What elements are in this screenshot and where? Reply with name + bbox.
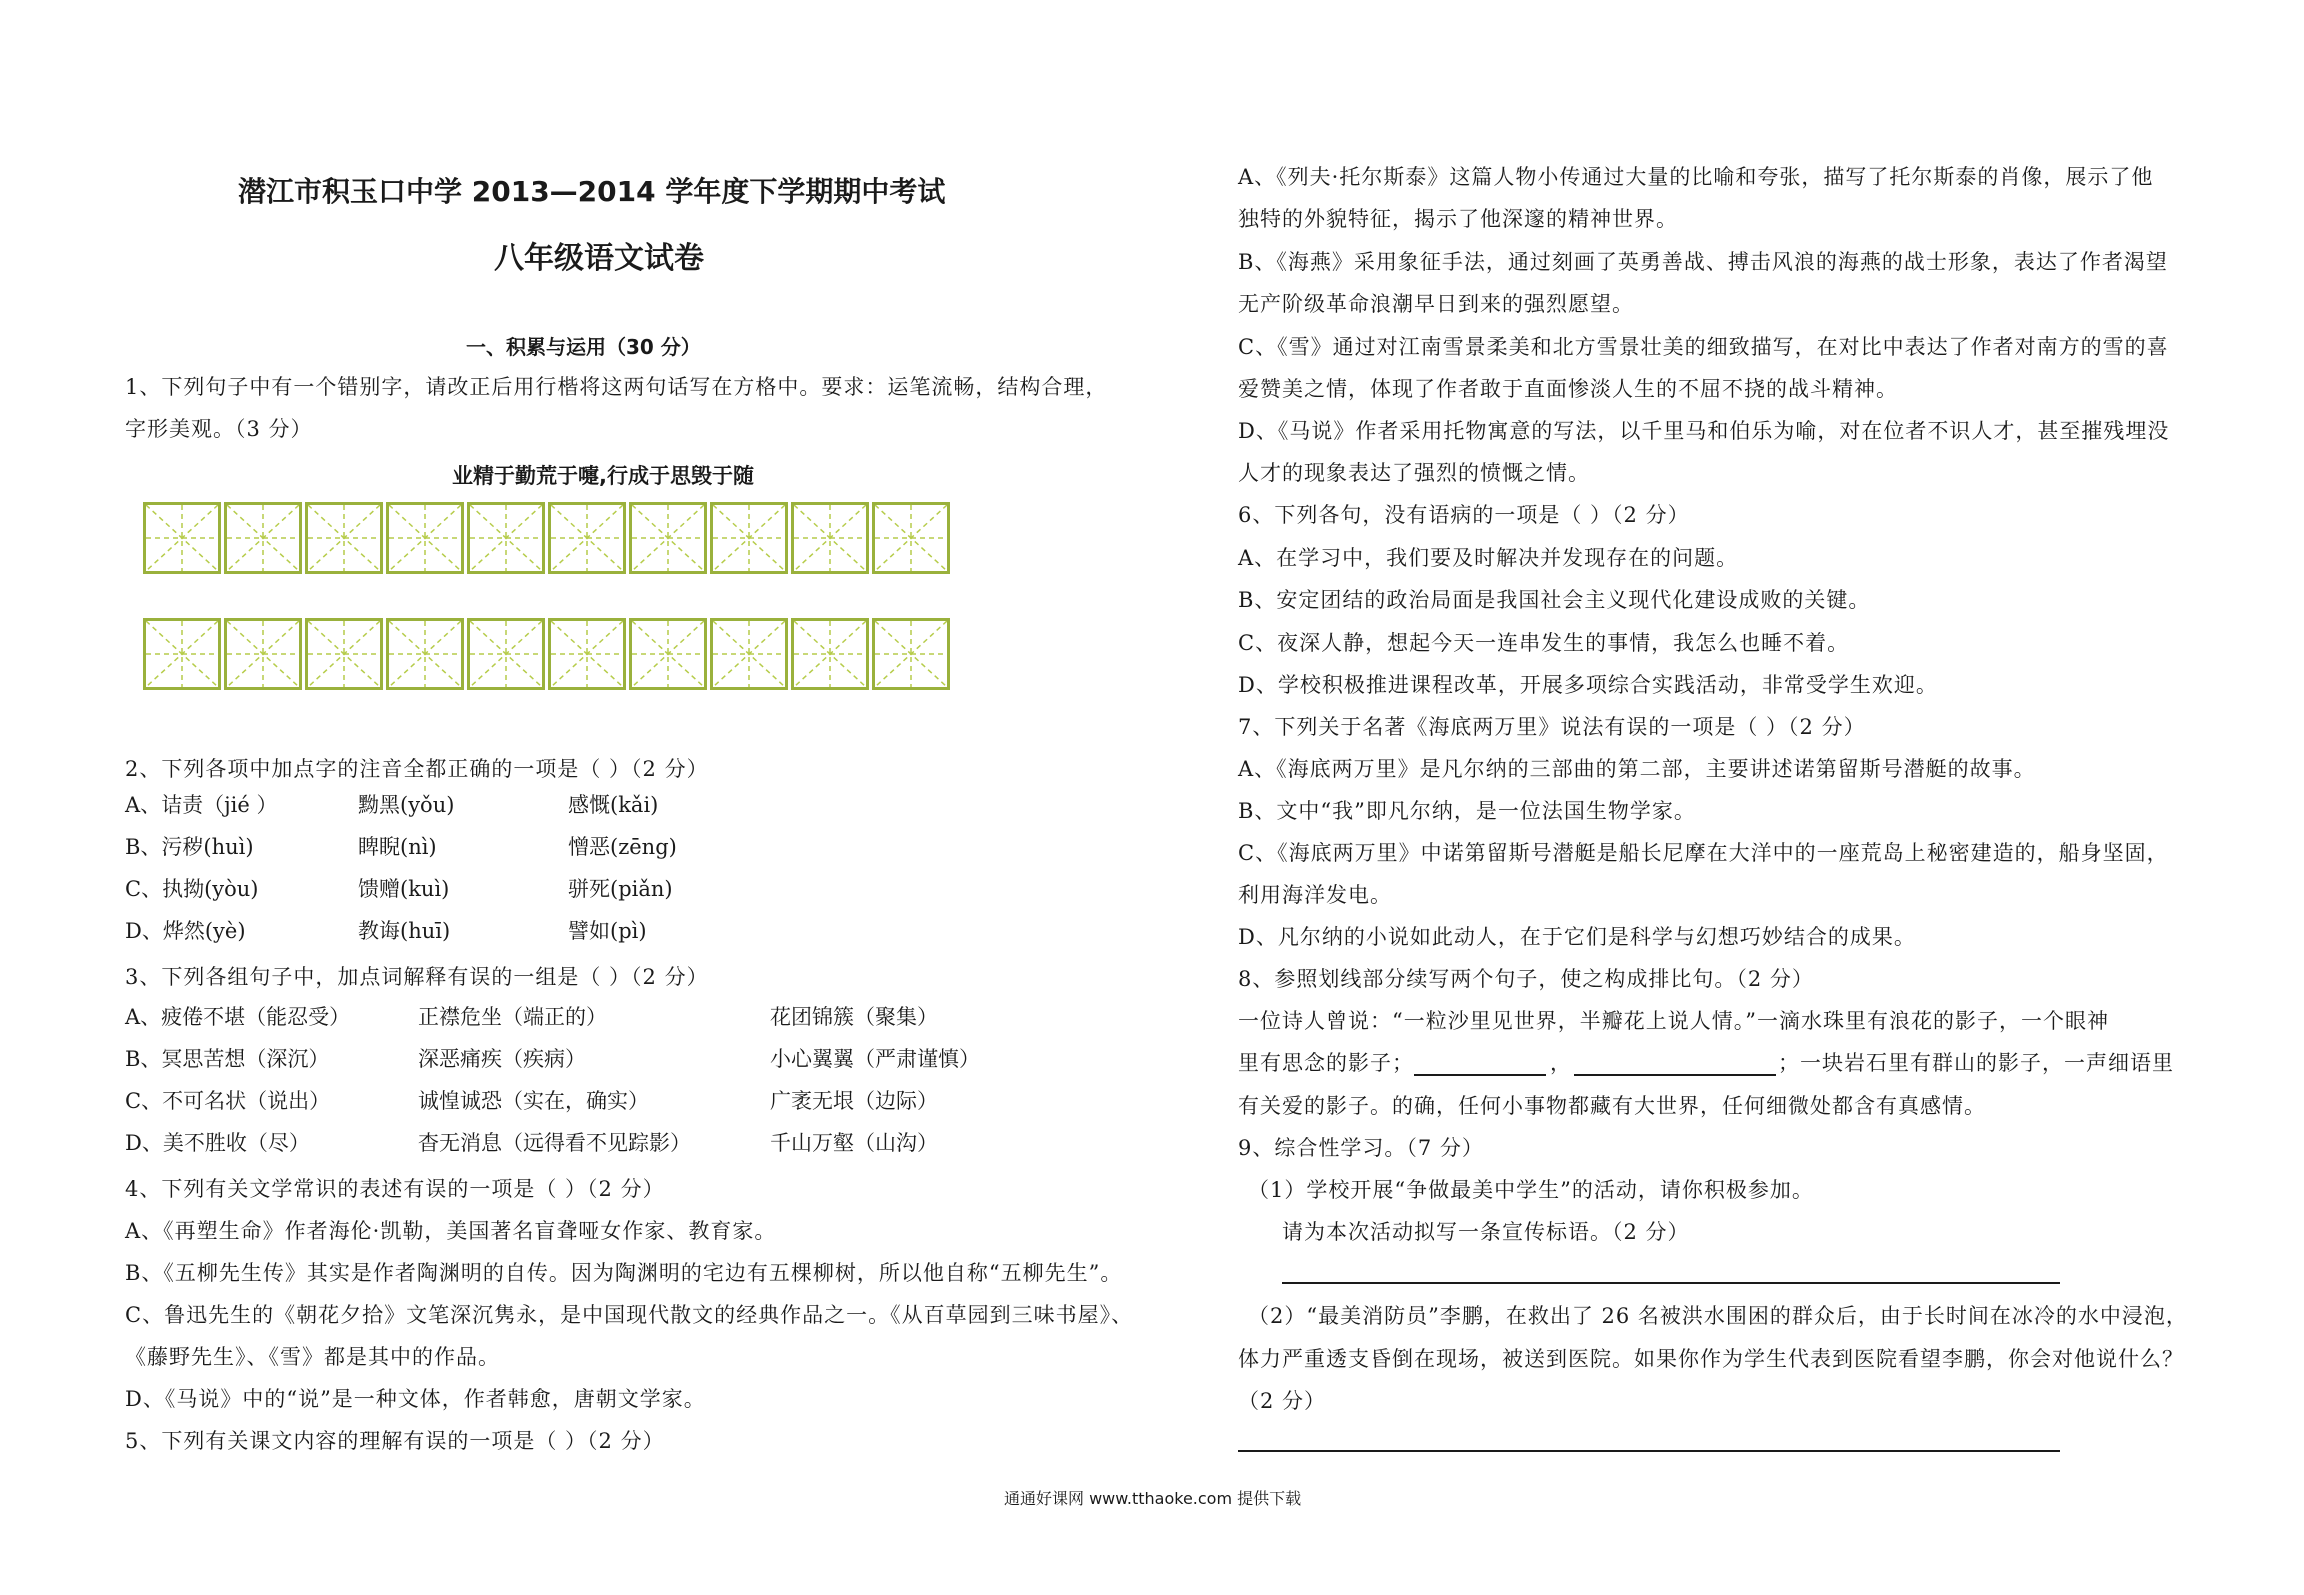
q7-option-b: B、文中“我”即凡尔纳，是一位法国生物学家。: [1238, 799, 1696, 823]
q4-option-d: D、《马说》中的“说”是一种文体，作者韩愈，唐朝文学家。: [125, 1387, 706, 1411]
q3-option-b-item-3: 小心翼翼（严肃谨慎）: [770, 1047, 980, 1071]
grid-cell[interactable]: [872, 618, 950, 690]
grid-cell[interactable]: [710, 618, 788, 690]
q4-option-a: A、《再塑生命》作者海伦·凯勒，美国著名盲聋哑女作家、教育家。: [125, 1219, 777, 1243]
grid-cell[interactable]: [143, 502, 221, 574]
q9-part-1: （1）学校开展“争做最美中学生”的活动，请你积极参加。: [1248, 1178, 1814, 1202]
grid-cell[interactable]: [548, 502, 626, 574]
q2-text: 2、下列各项中加点字的注音全都正确的一项是（ ）（2 分）: [125, 757, 709, 781]
footer-credit: 通通好课网 www.tthaoke.com 提供下载: [1004, 1489, 1302, 1508]
exam-title: 潜江市积玉口中学 2013—2014 学年度下学期期中考试: [238, 175, 946, 208]
q2-option-a-item-2: 黝黑(yǒu): [358, 793, 455, 817]
q8-passage-2a: 里有思念的影子；: [1238, 1051, 1414, 1075]
q6-option-d: D、学校积极推进课程改革，开展多项综合实践活动，非常受学生欢迎。: [1238, 673, 1938, 697]
q1-text: 1、下列句子中有一个错别字，请改正后用行楷将这两句话写在方格中。要求：运笔流畅，结构合理，: [125, 375, 1108, 399]
q2-option-a-item-3: 感慨(kǎi): [568, 793, 659, 817]
q7-option-a: A、《海底两万里》是凡尔纳的三部曲的第二部，主要讲述诺第留斯号潜艇的故事。: [1238, 757, 2036, 781]
q5-option-b: B、《海燕》采用象征手法，通过刻画了英勇善战、搏击风浪的海燕的战士形象，表达了作者渴望: [1238, 250, 2168, 274]
q3-option-b-item-1: B、冥思苦想（深沉）: [125, 1047, 330, 1071]
q2-option-d-item-2: 教诲(huī): [358, 919, 451, 943]
q2-option-c-item-2: 馈赠(kuì): [358, 877, 450, 901]
q3-option-a-item-1: A、疲倦不堪（能忍受）: [125, 1005, 351, 1029]
q1-sentence: 业精于勤荒于嚏,行成于思毁于随: [452, 464, 754, 488]
q5-option-c: C、《雪》通过对江南雪景柔美和北方雪景壮美的细致描写，在对比中表达了作者对南方的雪的喜: [1238, 335, 2169, 359]
q2-option-c-item-3: 骈死(piǎn): [568, 877, 673, 901]
q1-text-cont: 字形美观。（3 分）: [125, 417, 313, 441]
q6-text: 6、下列各句，没有语病的一项是（ ）（2 分）: [1238, 503, 1690, 527]
section-heading: 一、积累与运用（30 分）: [466, 335, 701, 359]
grid-cell[interactable]: [224, 618, 302, 690]
q3-option-c-item-3: 广袤无垠（边际）: [770, 1089, 938, 1113]
q6-option-b: B、安定团结的政治局面是我国社会主义现代化建设成败的关键。: [1238, 588, 1871, 612]
q3-option-d-item-1: D、美不胜收（尽）: [125, 1131, 310, 1155]
q3-option-b-item-2: 深恶痛疾（疾病）: [418, 1047, 586, 1071]
q2-option-b-item-1: B、污秽(huì): [125, 835, 254, 859]
q3-option-a-item-2: 正襟危坐（端正的）: [418, 1005, 607, 1029]
writing-grid-row-2[interactable]: [143, 618, 953, 690]
grid-cell[interactable]: [791, 618, 869, 690]
q5-option-b-cont: 无产阶级革命浪潮早日到来的强烈愿望。: [1238, 292, 1634, 316]
q8-blank-2[interactable]: [1574, 1074, 1776, 1076]
q3-option-a-item-3: 花团锦簇（聚集）: [770, 1005, 938, 1029]
q5-option-a-cont: 独特的外貌特征，揭示了他深邃的精神世界。: [1238, 207, 1678, 231]
grid-cell[interactable]: [467, 618, 545, 690]
q8-passage-2b: ，: [1550, 1051, 1572, 1075]
q8-text: 8、参照划线部分续写两个句子，使之构成排比句。（2 分）: [1238, 967, 1814, 991]
q4-option-b: B、《五柳先生传》其实是作者陶渊明的自传。因为陶渊明的宅边有五棵柳树，所以他自称“五柳先生”。: [125, 1261, 1123, 1285]
q2-option-b-item-2: 睥睨(nì): [358, 835, 437, 859]
q4-option-c-cont: 《藤野先生》、《雪》都是其中的作品。: [125, 1345, 500, 1369]
q3-option-d-item-3: 千山万壑（山沟）: [770, 1131, 938, 1155]
q2-option-a-item-1: A、诘责（jié ）: [125, 793, 278, 817]
grid-cell[interactable]: [305, 618, 383, 690]
q9-answer-line-2[interactable]: [1238, 1450, 2060, 1452]
grid-cell[interactable]: [710, 502, 788, 574]
q7-option-c: C、《海底两万里》中诺第留斯号潜艇是船长尼摩在大洋中的一座荒岛上秘密建造的，船身坚固，: [1238, 841, 2169, 865]
grid-cell[interactable]: [629, 502, 707, 574]
grid-cell[interactable]: [386, 502, 464, 574]
q2-option-b-item-3: 憎恶(zēng): [568, 835, 677, 859]
grid-cell[interactable]: [224, 502, 302, 574]
writing-grid-row-1[interactable]: [143, 502, 953, 574]
grid-cell[interactable]: [467, 502, 545, 574]
q9-answer-line-1[interactable]: [1282, 1282, 2060, 1284]
q4-option-c: C、鲁迅先生的《朝花夕拾》文笔深沉隽永，是中国现代散文的经典作品之一。《从百草园到三味书屋》、: [125, 1303, 1134, 1327]
grid-cell[interactable]: [143, 618, 221, 690]
q6-option-c: C、夜深人静，想起今天一连串发生的事情，我怎么也睡不着。: [1238, 631, 1850, 655]
q2-option-d-item-1: D、烨然(yè): [125, 919, 246, 943]
q3-option-c-item-2: 诚惶诚恐（实在，确实）: [418, 1089, 649, 1113]
q5-option-d-cont: 人才的现象表达了强烈的愤慨之情。: [1238, 461, 1590, 485]
q3-option-d-item-2: 杳无消息（远得看不见踪影）: [418, 1131, 691, 1155]
q8-passage-1: 一位诗人曾说：“一粒沙里见世界，半瓣花上说人情。”一滴水珠里有浪花的影子，一个眼神: [1238, 1009, 2109, 1033]
q9-part-2-points: （2 分）: [1238, 1389, 1327, 1413]
q3-option-c-item-1: C、不可名状（说出）: [125, 1089, 331, 1113]
grid-cell[interactable]: [305, 502, 383, 574]
q9-part-2: （2）“最美消防员”李鹏，在救出了 26 名被洪水围困的群众后，由于长时间在冰冷的水中浸泡，: [1248, 1304, 2188, 1328]
q4-text: 4、下列有关文学常识的表述有误的一项是（ ）（2 分）: [125, 1177, 665, 1201]
grid-cell[interactable]: [791, 502, 869, 574]
q6-option-a: A、在学习中，我们要及时解决并发现存在的问题。: [1238, 546, 1739, 570]
q2-option-d-item-3: 譬如(pì): [568, 919, 647, 943]
q8-passage-2c: ；一块岩石里有群山的影子，一声细语里: [1778, 1051, 2174, 1075]
grid-cell[interactable]: [872, 502, 950, 574]
q7-option-d: D、凡尔纳的小说如此动人，在于它们是科学与幻想巧妙结合的成果。: [1238, 925, 1916, 949]
q5-option-c-cont: 爱赞美之情，体现了作者敢于直面惨淡人生的不屈不挠的战斗精神。: [1238, 377, 1898, 401]
grid-cell[interactable]: [548, 618, 626, 690]
grid-cell[interactable]: [386, 618, 464, 690]
grid-cell[interactable]: [629, 618, 707, 690]
q7-option-c-cont: 利用海洋发电。: [1238, 883, 1392, 907]
exam-subtitle: 八年级语文试卷: [494, 241, 704, 276]
q3-text: 3、下列各组句子中，加点词解释有误的一组是（ ）（2 分）: [125, 965, 709, 989]
q7-text: 7、下列关于名著《海底两万里》说法有误的一项是（ ）（2 分）: [1238, 715, 1866, 739]
q5-option-d: D、《马说》作者采用托物寓意的写法，以千里马和伯乐为喻，对在位者不识人才，甚至摧残埋没: [1238, 419, 2170, 443]
q9-part-1-prompt: 请为本次活动拟写一条宣传标语。（2 分）: [1282, 1220, 1690, 1244]
q5-option-a: A、《列夫·托尔斯泰》这篇人物小传通过大量的比喻和夸张，描写了托尔斯泰的肖像，展示了他: [1238, 165, 2154, 189]
q8-passage-3: 有关爱的影子。的确，任何小事物都藏有大世界，任何细微处都含有真感情。: [1238, 1094, 1986, 1118]
q9-part-2-cont: 体力严重透支昏倒在现场，被送到医院。如果你作为学生代表到医院看望李鹏，你会对他说什么？: [1238, 1347, 2184, 1371]
q9-text: 9、综合性学习。（7 分）: [1238, 1136, 1484, 1160]
q5-text: 5、下列有关课文内容的理解有误的一项是（ ）（2 分）: [125, 1429, 665, 1453]
q8-blank-1[interactable]: [1414, 1074, 1546, 1076]
q2-option-c-item-1: C、执拗(yòu): [125, 877, 259, 901]
